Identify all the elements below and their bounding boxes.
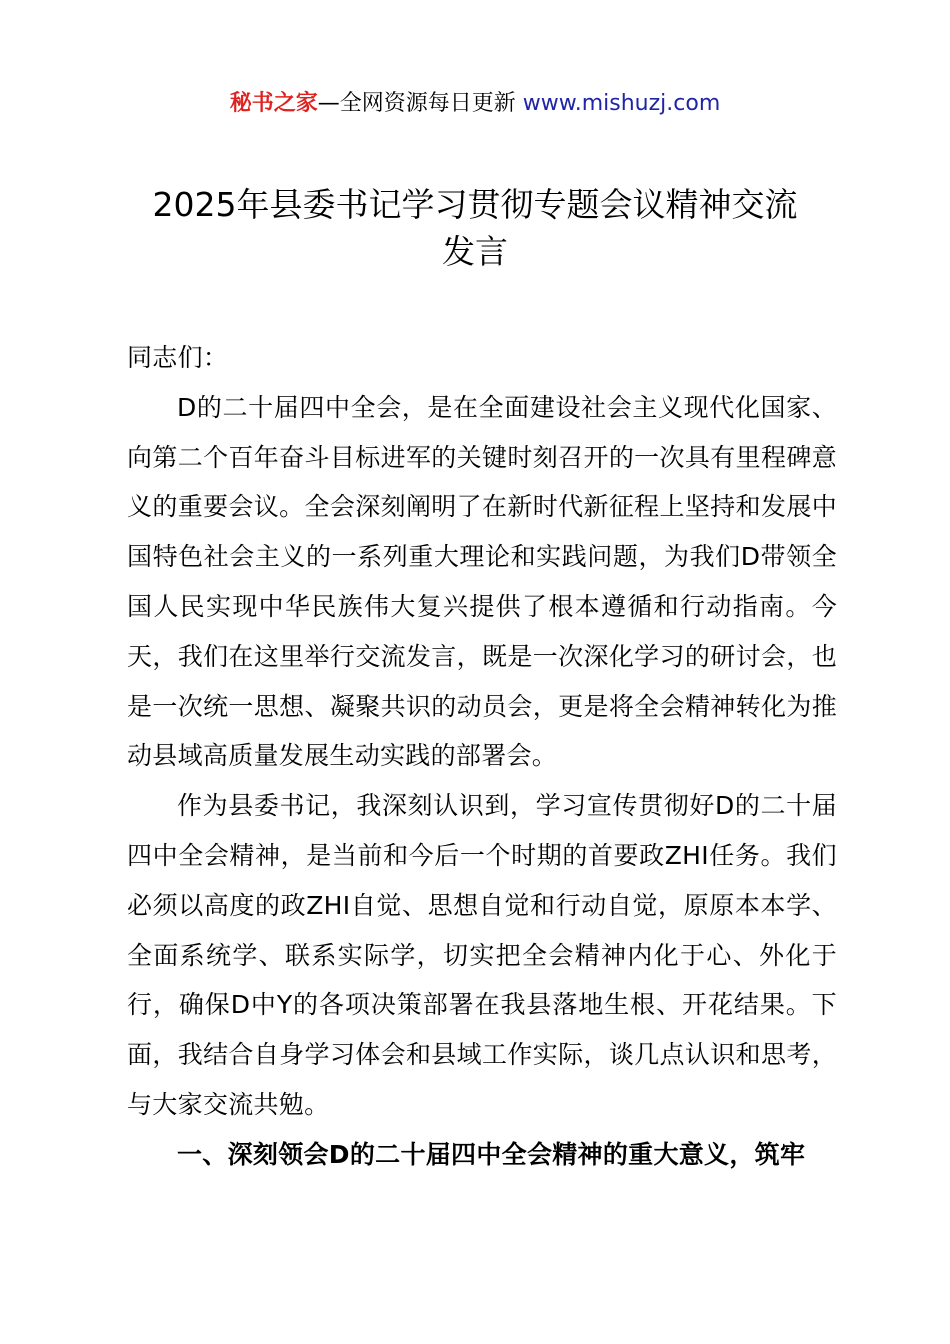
paragraph-1: D的二十届四中全会，是在全面建设社会主义现代化国家、向第二个百年奋斗目标进军的关键时刻召开的一次具有里程碑意义的重要会议。全会深刻阐明了在新时代新征程上坚持和发展中国特色社会主义的一系列重大理论和实践问题，为我们D带领全国人民实现中华民族伟大复兴提供了根本遵循和行动指南。今天，我们在这里举行交流发言，既是一次深化学习的研讨会，也是一次统一思想、凝聚共识的动员会，更是将全会精神转化为推动县域高质量发展生动实践的部署会。 — [127, 392, 837, 771]
site-tagline: —全网资源每日更新 — [317, 91, 523, 116]
paragraph-2: 作为县委书记，我深刻认识到，学习宣传贯彻好D的二十届四中全会精神，是当前和今后一个时期的首要政ZHI任务。我们必须以高度的政ZHI自觉、思想自觉和行动自觉，原原本本学、全面系统学、联系实际学，切实把全会精神内化于心、外化于行，确保D中Y的各项决策部署在我县落地生根、开花结果。下面，我结合自身学习体会和县域工作实际，谈几点认识和思考，与大家交流共勉。 — [127, 791, 837, 1119]
document-body — [127, 333, 837, 1180]
salutation: 同志们： — [127, 343, 229, 372]
document-title-line-1: 2025年县委书记学习贯彻专题会议精神交流 — [152, 185, 798, 224]
site-header — [0, 88, 950, 120]
site-brand: 秘书之家 — [229, 91, 318, 116]
document-title-line-2: 发言 — [442, 232, 508, 271]
section-heading-1: 一、深刻领会D的二十届四中全会精神的重大意义，筑牢 — [177, 1139, 806, 1169]
site-url-link[interactable]: www.mishuzj.com — [522, 91, 721, 116]
document-title — [80, 181, 870, 275]
